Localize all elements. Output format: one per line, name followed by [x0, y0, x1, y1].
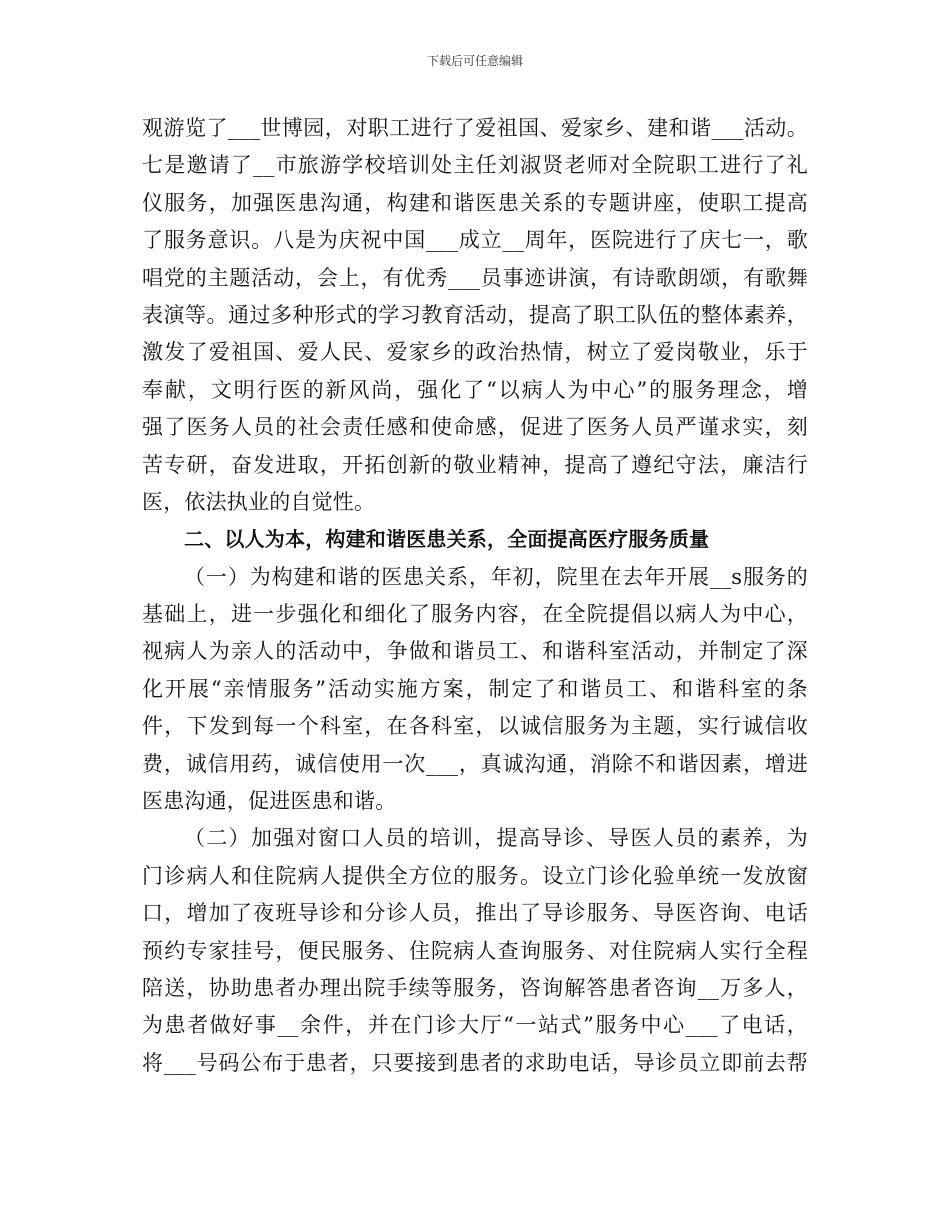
- text-line: 了服务意识。八是为庆祝中国___成立__周年，医院进行了庆七一，歌: [142, 228, 808, 253]
- text-line: 为患者做好事__余件，并在门诊大厅“一站式”服务中心___了电话，: [142, 1013, 808, 1038]
- text-line: 视病人为亲人的活动中，争做和谐员工、和谐科室活动，并制定了深: [142, 639, 808, 664]
- text-line: 仪服务，加强医患沟通，构建和谐医患关系的专题讲座，使职工提高: [142, 190, 808, 215]
- text-line: 表演等。通过多种形式的学习教育活动，提高了职工队伍的整体素养，: [142, 302, 808, 327]
- text-line: 观游览了___世博园，对职工进行了爱祖国、爱家乡、建和谐___活动。: [142, 116, 808, 140]
- document-body: [142, 110, 808, 1082]
- text-line: 七是邀请了__市旅游学校培训处主任刘淑贤老师对全院职工进行了礼: [142, 153, 808, 178]
- text-line: 苦专研，奋发进取，开拓创新的敬业精神，提高了遵纪守法，廉洁行: [142, 452, 808, 477]
- text-line: 口，增加了夜班导诊和分诊人员，推出了导诊服务、导医咨询、电话: [142, 901, 808, 926]
- text-line: 将___号码公布于患者，只要接到患者的求助电话，导诊员立即前去帮: [142, 1050, 808, 1075]
- text-line: 奉献，文明行医的新风尚，强化了“以病人为中心”的服务理念，增: [142, 377, 808, 402]
- text-line: 件，下发到每一个科室，在各科室，以诚信服务为主题，实行诚信收: [142, 714, 808, 739]
- text-line: 预约专家挂号，便民服务、住院病人查询服务、对住院病人实行全程: [142, 938, 808, 963]
- text-line: 费，诚信用药，诚信使用一次___，真诚沟通，消除不和谐因素，增进: [142, 751, 808, 776]
- text-line: 唱党的主题活动，会上，有优秀___员事迹讲演，有诗歌朗颂，有歌舞: [142, 265, 808, 290]
- text-line: 基础上，进一步强化和细化了服务内容，在全院提倡以病人为中心，: [142, 602, 808, 627]
- text-line: （一）为构建和谐的医患关系，年初，院里在去年开展__s服务的: [184, 564, 808, 589]
- page-header: 下载后可任意编辑: [426, 54, 523, 68]
- text-line: 化开展“亲情服务”活动实施方案，制定了和谐员工、和谐科室的条: [142, 676, 808, 701]
- text-line: 陪送，协助患者办理出院手续等服务，咨询解答患者咨询__万多人，: [142, 975, 808, 1000]
- section-heading: 二、以人为本，构建和谐医患关系，全面提高医疗服务质量: [184, 527, 710, 552]
- text-line: 强了医务人员的社会责任感和使命感，促进了医务人员严谨求实，刻: [142, 415, 808, 440]
- text-line: 医，依法执业的自觉性。: [142, 489, 376, 514]
- text-line: 门诊病人和住院病人提供全方位的服务。设立门诊化验单统一发放窗: [142, 863, 808, 888]
- text-line: 激发了爱祖国、爱人民、爱家乡的政治热情，树立了爱岗敬业，乐于: [142, 340, 808, 365]
- text-line: 医患沟通，促进医患和谐。: [142, 789, 397, 814]
- text-line: （二）加强对窗口人员的培训，提高导诊、导医人员的素养，为: [184, 826, 808, 851]
